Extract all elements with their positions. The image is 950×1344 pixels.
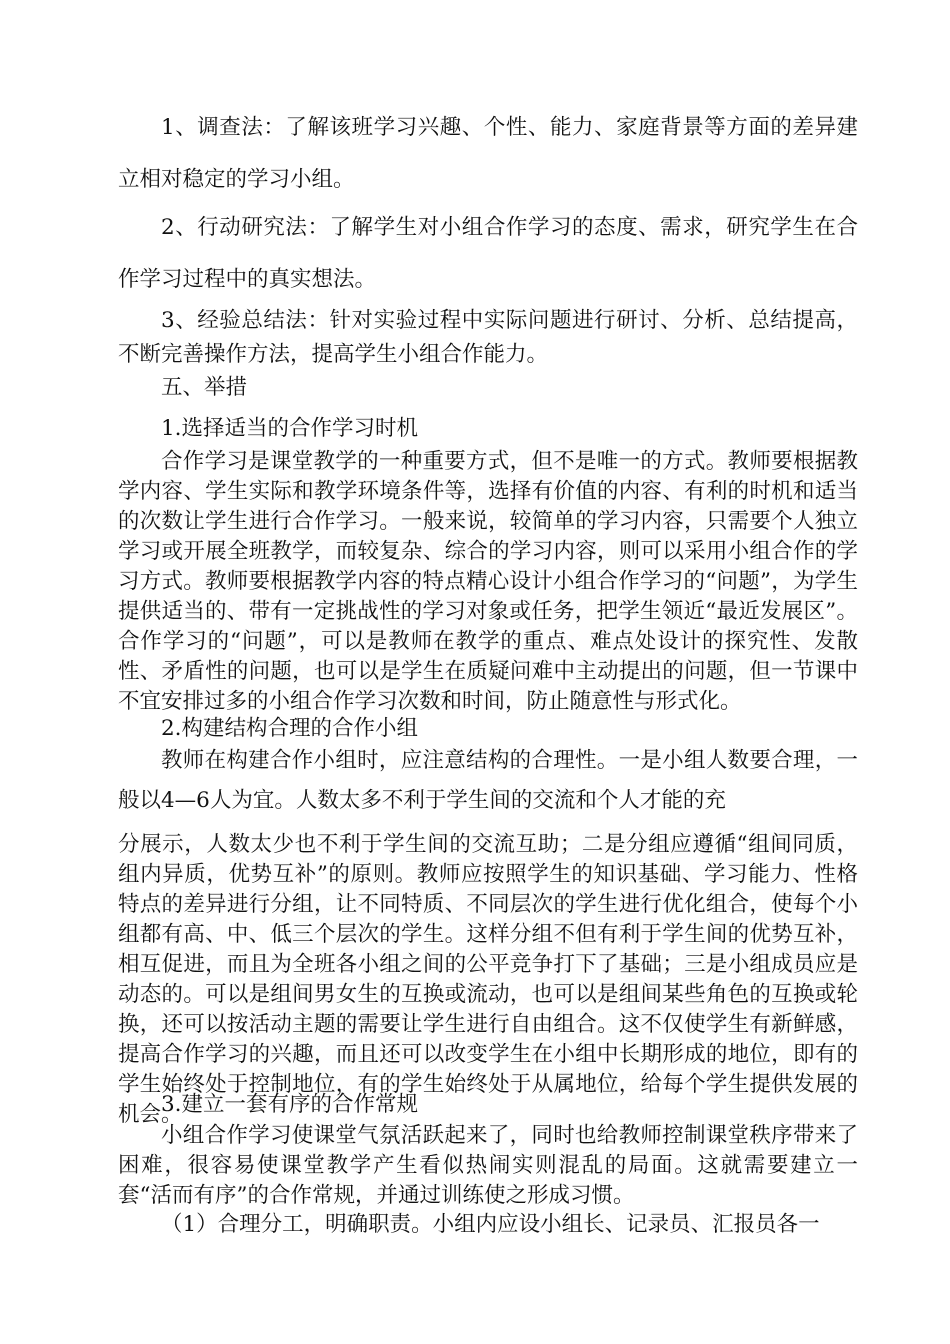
method-action-research: 2、行动研究法：了解学生对小组合作学习的态度、需求，研究学生在合作学习过程中的真实想法。 (118, 215, 858, 292)
last-line: （1）合理分工，明确职责。小组内应设小组长、记录员、汇报员各一 (161, 1212, 820, 1237)
measure-3-heading: 3.建立一套有序的合作常规 (161, 1092, 419, 1117)
method-experience-summary: 3、经验总结法：针对实验过程中实际问题进行研讨、分析、总结提高，不断完善操作方法，提高学生小组合作能力。 (118, 308, 858, 367)
measure-1-heading: 1.选择适当的合作学习时机 (161, 416, 419, 441)
measure-3-body: 小组合作学习使课堂气氛活跃起来了，同时也给教师控制课堂秩序带来了困难，很容易使课堂教学产生看似热闹实则混乱的局面。这就需要建立一套“活而有序”的合作常规，并通过训练使之形成习惯。 (118, 1123, 858, 1208)
section-heading: 五、举措 (161, 375, 248, 400)
measure-2-body-part-a: 教师在构建合作小组时，应注意结构的合理性。一是小组人数要合理，一般以4—6人为宜。人数太多不利于学生间的交流和个人才能的充 (118, 748, 858, 813)
method-survey: 1、调查法：了解该班学习兴趣、个性、能力、家庭背景等方面的差异建立相对稳定的学习小组。 (118, 115, 858, 192)
measure-1-body: 合作学习是课堂教学的一种重要方式，但不是唯一的方式。教师要根据教学内容、学生实际和教学环境条件等，选择有价值的内容、有利的时机和适当的次数让学生进行合作学习。一般来说，较简单的学习内容，只需要个人独立学习或开展全班教学，而较复杂、综合的学习内容，则可以采用小组合作的学习方式。教师要根据教学内容的特点精心设计小组合作学习的“问题”，为学生提供适当的、带有一定挑战性的学习对象或任务，把学生领近“最近发展区”。合作学习的“问题”，可以是教师在教学的重点、难点处设计的探究性、发散性、矛盾性的问题，也可以是学生在质疑问难中主动提出的问题，但一节课中不宜安排过多的小组合作学习次数和时间，防止随意性与形式化。 (118, 449, 858, 714)
measure-2-body-part-b: 分展示，人数太少也不利于学生间的交流互助；二是分组应遵循“组间同质，组内异质，优势互补”的原则。教师应按照学生的知识基础、学习能力、性格特点的差异进行分组，让不同特质、不同层次的学生进行优化组合，使每个小组都有高、中、低三个层次的学生。这样分组不但有利于学生间的优势互补，相互促进，而且为全班各小组之间的公平竞争打下了基础；三是小组成员应是动态的。可以是组间男女生的互换或流动，也可以是组间某些角色的互换或轮换，还可以按活动主题的需要让学生进行自由组合。这不仅使学生有新鲜感，提高合作学习的兴趣，而且还可以改变学生在小组中长期形成的地位，即有的学生始终处于控制地位，有的学生始终处于从属地位，给每个学生提供发展的机会。 (118, 832, 858, 1127)
measure-2-heading: 2.构建结构合理的合作小组 (161, 716, 419, 741)
